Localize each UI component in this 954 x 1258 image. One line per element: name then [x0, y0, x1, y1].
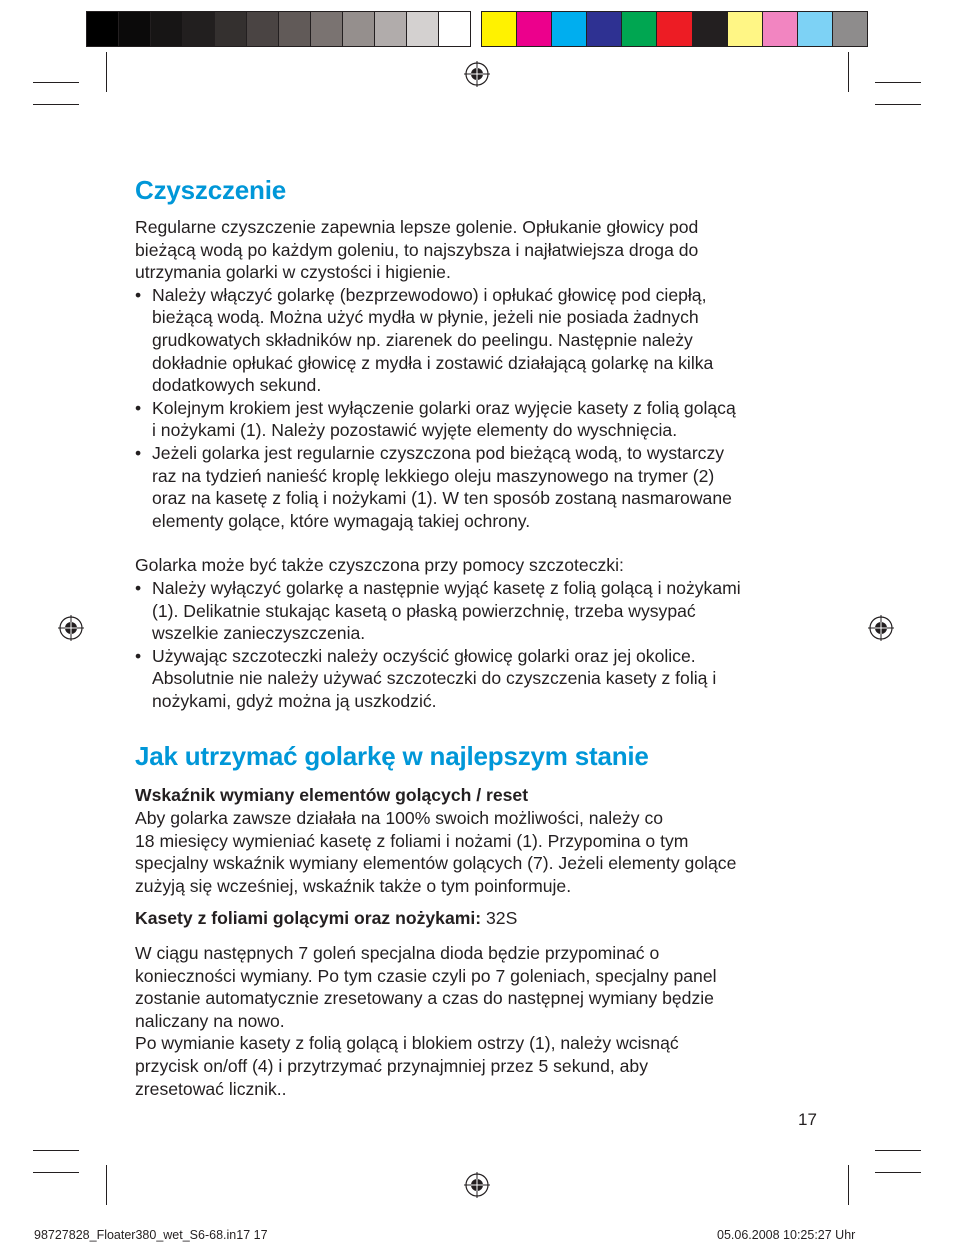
text-line: Po wymianie kasety z folią golącą i blokiem ostrzy (1), należy wcisnąć — [135, 1033, 679, 1054]
text-line: bieżącą wodą. Można użyć mydła w płynie, jeżeli nie posiada żadnych — [152, 307, 699, 328]
text-line: konieczności wymiany. Po tym czasie czyli po 7 goleniach, specjalny panel — [135, 965, 717, 986]
color-swatch — [587, 12, 622, 46]
color-swatch — [517, 12, 552, 46]
color-swatch — [407, 12, 439, 46]
crop-mark — [875, 82, 921, 83]
print-slug-file: 98727828_Floater380_wet_S6-68.in17 17 — [34, 1228, 268, 1242]
cassette-line — [135, 907, 825, 930]
text-line: specjalny wskaźnik wymiany elementów golących (7). Jeżeli elementy golące — [135, 853, 737, 874]
color-swatch — [439, 12, 470, 46]
text-line: raz na tydzień nanieść kroplę lekkiego oleju maszynowego na trymer (2) — [152, 465, 715, 486]
color-swatch — [693, 12, 728, 46]
text-line: Jeżeli golarka jest regularnie czyszczona pod bieżącą wodą, to wystarczy — [152, 442, 725, 463]
crop-mark — [33, 104, 79, 105]
color-swatch — [343, 12, 375, 46]
crop-mark — [33, 82, 79, 83]
color-swatch — [728, 12, 763, 46]
color-swatch — [552, 12, 587, 46]
color-swatch — [482, 12, 517, 46]
text-line: i nożykami (1). Należy pozostawić wyjęte elementy do wyschnięcia. — [152, 420, 678, 441]
color-swatch — [151, 12, 183, 46]
crop-mark — [848, 1165, 849, 1205]
registration-mark-icon — [868, 615, 894, 641]
text-line: zresetować licznik.. — [135, 1078, 287, 1099]
color-swatch — [183, 12, 215, 46]
text-line: Należy włączyć golarkę (bezprzewodowo) i opłukać głowicę pod ciepłą, — [152, 284, 707, 305]
list-item — [135, 645, 825, 713]
text-line: (1). Delikatnie stukając kasetą o płaską powierzchnię, trzeba wysypać — [152, 600, 696, 621]
brush-steps — [135, 577, 825, 713]
color-swatch — [798, 12, 833, 46]
color-bar-process — [481, 11, 868, 47]
cassette-value: 32S — [481, 908, 518, 929]
list-item — [135, 284, 825, 397]
crop-mark — [33, 1150, 79, 1151]
registration-mark-icon — [464, 61, 490, 87]
text-line: przycisk on/off (4) i przytrzymać przynajmniej przez 5 sekund, aby — [135, 1056, 649, 1076]
color-swatch — [119, 12, 151, 46]
brush-intro: Golarka może być także czyszczona przy pomocy szczoteczki: — [135, 555, 624, 576]
color-swatch — [215, 12, 247, 46]
text-line: W ciągu następnych 7 goleń specjalna dioda będzie przypominać o — [135, 943, 660, 964]
text-line: grudkowatych składników np. ziarenek do peelingu. Następnie należy — [152, 329, 693, 350]
text-line: naliczany na nowo. — [135, 1010, 285, 1031]
text-line: Należy wyłączyć golarkę a następnie wyjąć kasetę z folią golącą i nożykami — [152, 577, 741, 598]
reset-paragraph — [135, 1032, 825, 1100]
print-slug-date: 05.06.2008 10:25:27 Uhr — [717, 1228, 856, 1242]
color-swatch — [247, 12, 279, 46]
registration-mark-icon — [464, 1172, 490, 1198]
cleaning-steps — [135, 284, 825, 533]
color-swatch — [657, 12, 692, 46]
text-line: oraz na kasetę z folią i nożykami (1). W ten sposób zostaną nasmarowane — [152, 488, 732, 509]
color-swatch — [375, 12, 407, 46]
crop-mark — [875, 104, 921, 105]
color-swatch — [622, 12, 657, 46]
color-swatch — [279, 12, 311, 46]
color-bar-grayscale — [86, 11, 471, 47]
text-line: nożykami, gdyż można ją uszkodzić. — [152, 690, 437, 711]
list-item — [135, 577, 825, 645]
text-line: dokładnie opłukać głowicę z mydła i zostawić działającą golarkę na kilka — [152, 352, 714, 373]
cassette-label: Kasety z foliami golącymi oraz nożykami: — [135, 908, 482, 929]
crop-mark — [106, 1165, 107, 1205]
text-line: zużyją się wcześniej, wskaźnik także o tym poinformuje. — [135, 875, 572, 896]
crop-mark — [33, 1172, 79, 1173]
text-line: Kolejnym krokiem jest wyłączenie golarki oraz wyjęcie kasety z folią golącą — [152, 397, 736, 418]
color-swatch — [833, 12, 867, 46]
crop-mark — [106, 52, 107, 92]
section-title-maintenance: Jak utrzymać golarkę w najlepszym stanie — [135, 741, 649, 772]
page-content — [135, 170, 825, 1100]
crop-mark — [875, 1150, 921, 1151]
text-line: Regularne czyszczenie zapewnia lepsze golenie. Opłukanie głowicy pod — [135, 217, 699, 237]
text-line: dodatkowych sekund. — [152, 375, 322, 396]
color-swatch — [87, 12, 119, 46]
page-number: 17 — [798, 1110, 817, 1129]
text-line: Absolutnie nie należy używać szczoteczki do czyszczenia kasety z folią i — [152, 668, 717, 689]
text-line: Aby golarka zawsze działała na 100% swoich możliwości, należy co — [135, 808, 664, 829]
registration-mark-icon — [58, 615, 84, 641]
cleaning-intro — [135, 216, 825, 284]
text-line: zostanie automatycznie zresetowany a czas do następnej wymiany będzie — [135, 988, 714, 1009]
text-line: bieżącą wodą po każdym goleniu, to najszybsza i najłatwiejsza droga do — [135, 239, 699, 260]
color-swatch — [763, 12, 798, 46]
section-title-cleaning: Czyszczenie — [135, 175, 286, 205]
crop-mark — [875, 1172, 921, 1173]
list-item — [135, 397, 825, 442]
subheading-indicator: Wskaźnik wymiany elementów golących / reset — [135, 785, 529, 806]
indicator-paragraph — [135, 807, 825, 897]
reminder-paragraph — [135, 942, 825, 1032]
text-line: elementy golące, które wymagają takiej ochrony. — [152, 510, 531, 531]
text-line: Używając szczoteczki należy oczyścić głowicę golarki oraz jej okolice. — [152, 645, 696, 666]
crop-mark — [848, 52, 849, 92]
text-line: wszelkie zanieczyszczenia. — [152, 623, 366, 644]
text-line: utrzymania golarki w czystości i higienie. — [135, 262, 451, 283]
list-item — [135, 442, 825, 532]
color-swatch — [311, 12, 343, 46]
text-line: 18 miesięcy wymieniać kasetę z foliami i nożami (1). Przypomina o tym — [135, 830, 689, 851]
